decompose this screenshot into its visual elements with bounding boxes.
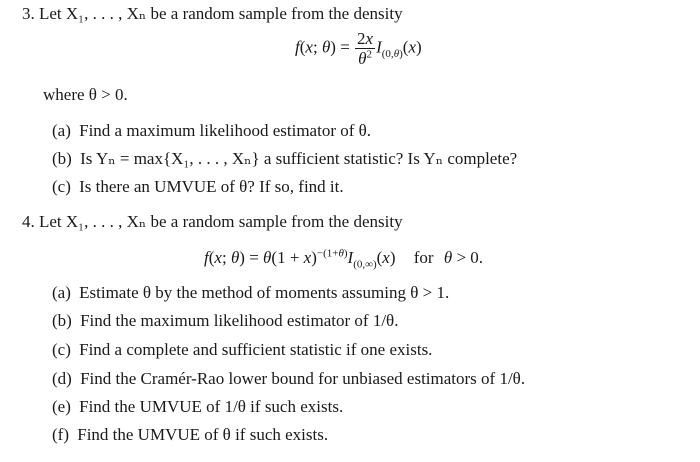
- problem-3-density: f(x; θ) = $\frac{2x}{\theta^2}$ $I_{(0,\theta)}(x)$: [295, 29, 422, 68]
- problem-3-part-b: (b) Is Yₙ = max{X₁, . . . , Xₙ} a sufficient statistic? Is Yₙ complete?: [52, 149, 518, 168]
- problem-3-number: 3.: [22, 4, 35, 23]
- problem-4-part-e: (e) Find the UMVUE of 1/θ if such exists.: [52, 397, 344, 416]
- problem-3-condition: where θ > 0.: [43, 85, 128, 104]
- problem-4-part-d: (d) Find the Cramér-Rao lower bound for unbiased estimators of 1/θ.: [52, 369, 526, 388]
- problem-4-part-b: (b) Find the maximum likelihood estimator of 1/θ.: [52, 311, 399, 330]
- fraction: $\frac{2x}{\theta^2}$: [357, 29, 374, 68]
- problem-4-part-c: (c) Find a complete and sufficient statistic if one exists.: [52, 340, 433, 359]
- problem-4-number: 4.: [22, 212, 35, 231]
- problem-4-density: f(x; $\theta) = \theta(1 + x)^{-(1+\theta)}I_{(0,\infty)}(x)$ for θ > 0.: [204, 247, 484, 271]
- problem-3-part-a: (a) Find a maximum likelihood estimator of θ.: [52, 121, 372, 140]
- problem-4-intro: [22, 213, 403, 230]
- problem-4-part-a: (a) Estimate θ by the method of moments assuming θ > 1.: [52, 283, 450, 302]
- problem-3-part-c: (c) Is there an UMVUE of θ? If so, find it.: [52, 177, 344, 196]
- problem-3-intro-text: Let X₁, . . . , Xₙ be a random sample from the density: [39, 4, 403, 23]
- problem-4-intro-text: Let X₁, . . . , Xₙ be a random sample from the density: [39, 212, 403, 231]
- problem-3-intro: [22, 5, 403, 22]
- problem-4-part-f: (f) Find the UMVUE of θ if such exists.: [52, 425, 329, 444]
